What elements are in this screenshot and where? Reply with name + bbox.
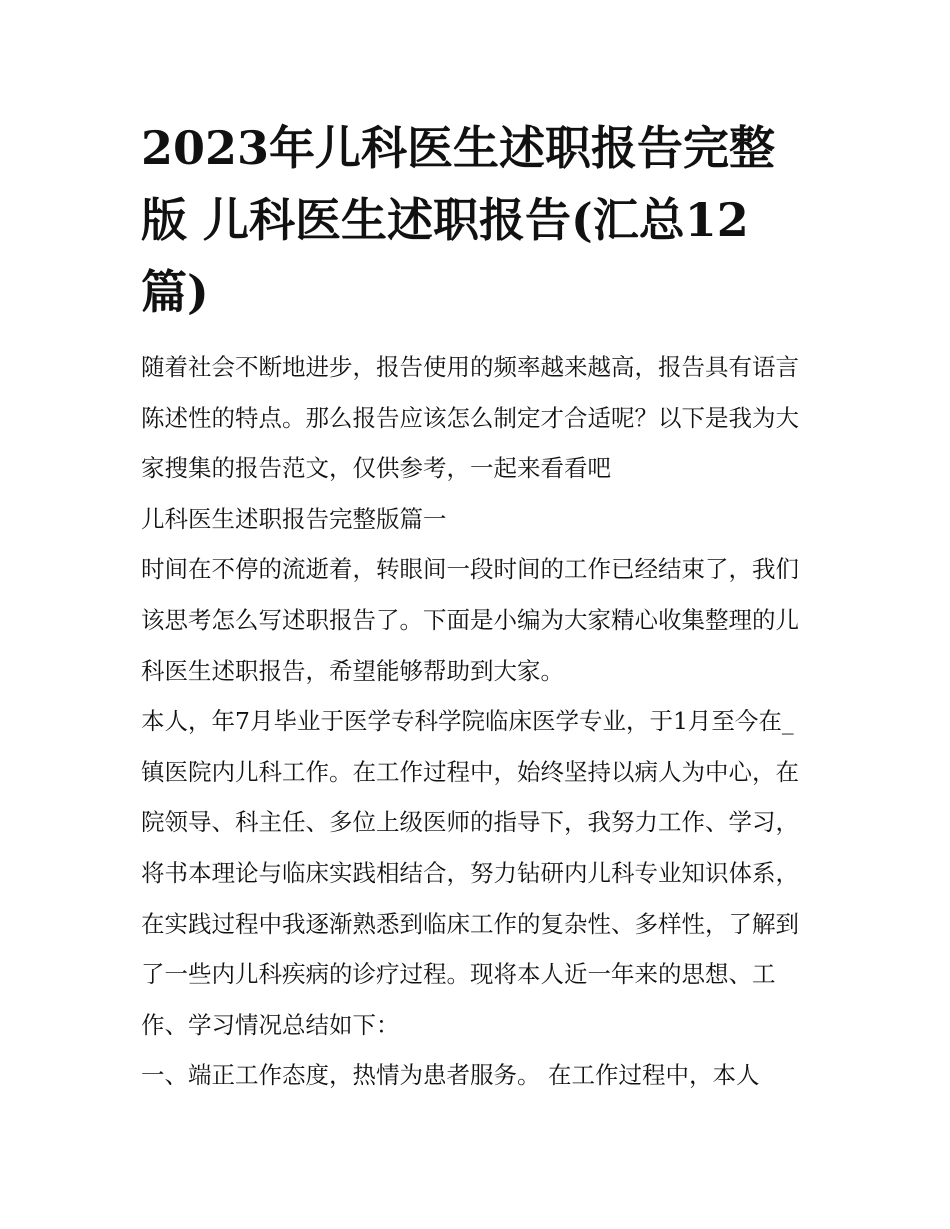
document-title: 2023年儿科医生述职报告完整版 儿科医生述职报告(汇总12篇) (141, 121, 776, 319)
body-paragraph: 时间在不停的流逝着，转眼间一段时间的工作已经结束了，我们该思考怎么写述职报告了。下面是小编为大家精心收集整理的儿科医生述职报告，希望能够帮助到大家。 (141, 555, 799, 685)
intro-paragraph: 随着社会不断地进步，报告使用的频率越来越高，报告具有语言陈述性的特点。那么报告应该怎么制定才合适呢？以下是我为大家搜集的报告范文，仅供参考，一起来看看吧 (141, 353, 799, 483)
body-paragraph: 一、端正工作态度，热情为患者服务。 在工作过程中，本人 (141, 1061, 760, 1090)
section-heading: 儿科医生述职报告完整版篇一 (141, 504, 447, 533)
body-paragraph: 本人，年7月毕业于医学专科学院临床医学专业，于1月至今在_镇医院内儿科工作。在工作过程中，始终坚持以病人为中心，在院领导、科主任、多位上级医师的指导下，我努力工作、学习，将书本理论与临床实践相结合，努力钻研内儿科专业知识体系，在实践过程中我逐渐熟悉到临床工作的复杂性、多样性，了解到了一些内儿科疾病的诊疗过程。现将本人近一年来的思想、工作、学习情况总结如下： (141, 707, 799, 1039)
document-body (141, 112, 813, 1101)
